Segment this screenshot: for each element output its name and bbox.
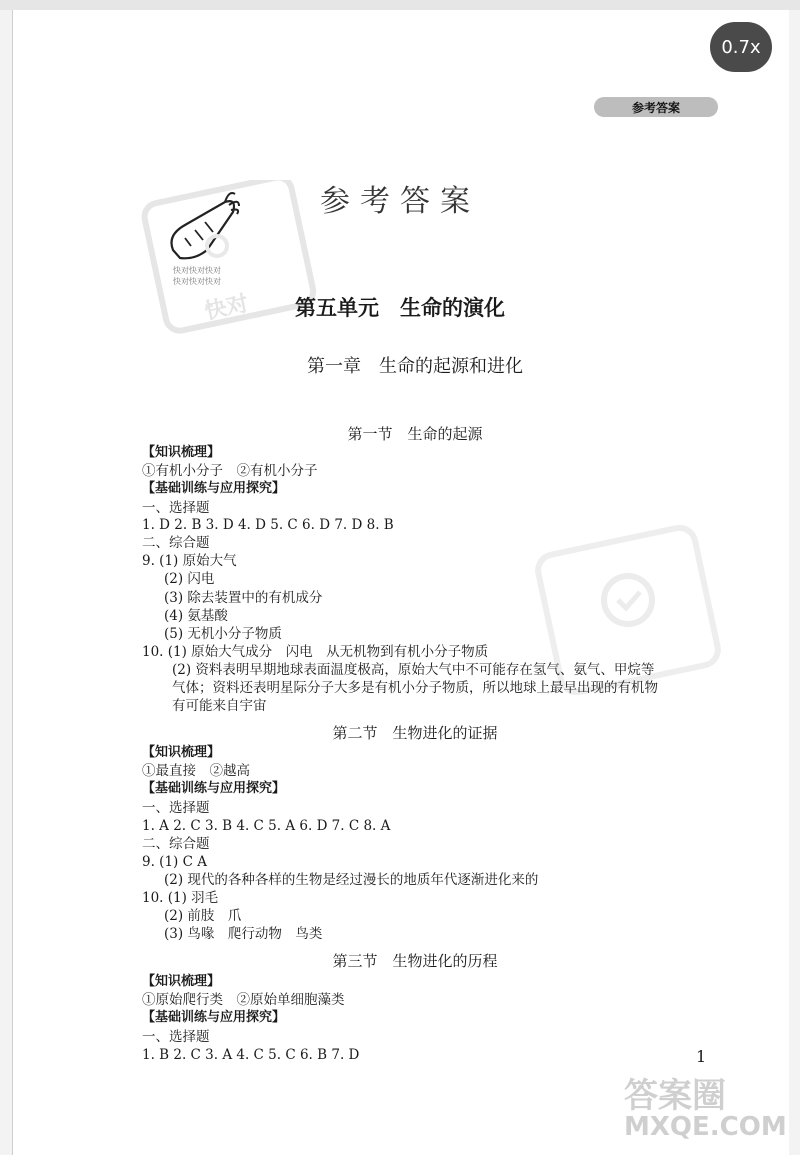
answer-line: ①原始爬行类 ②原始单细胞藻类 (142, 992, 345, 1008)
section-heading: 第一节 生命的起源 (347, 425, 483, 443)
unit-heading: 第五单元 生命的演化 (295, 296, 505, 320)
answer-line: ①有机小分子 ②有机小分子 (142, 463, 318, 479)
answer-line: 1. B 2. C 3. A 4. C 5. C 6. B 7. D (142, 1047, 360, 1063)
chapter-heading: 第一章 生命的起源和进化 (307, 356, 523, 377)
answer-line: 【基础训练与应用探究】 (142, 1010, 286, 1025)
answer-line: (3) 鸟喙 爬行动物 鸟类 (164, 926, 323, 942)
answer-line: 气体；资料还表明星际分子大多是有机小分子物质，所以地球上最早出现的有机物 (172, 680, 658, 696)
answer-line: (5) 无机小分子物质 (164, 626, 282, 642)
logo-watermark-text: 快对 (202, 291, 251, 325)
section-heading: 第二节 生物进化的证据 (332, 724, 498, 742)
answer-line: (2) 闪电 (164, 571, 215, 587)
answer-line: 【基础训练与应用探究】 (142, 781, 286, 796)
answer-line: 一、选择题 (142, 500, 210, 516)
answer-line: 10. (1) 原始大气成分 闪电 从无机物到有机小分子物质 (142, 644, 489, 660)
answer-line: 1. A 2. C 3. B 4. C 5. A 6. D 7. C 8. A (142, 818, 391, 834)
answer-line: (3) 除去装置中的有机成分 (164, 590, 323, 606)
top-bar (0, 0, 800, 10)
section-heading: 第三节 生物进化的历程 (332, 952, 498, 970)
answer-line: 10. (1) 羽毛 (142, 890, 219, 906)
answer-line: 9. (1) 原始大气 (142, 553, 237, 569)
answer-line: 二、综合题 (142, 535, 210, 551)
answer-line: 1. D 2. B 3. D 4. D 5. C 6. D 7. D 8. B (142, 517, 394, 533)
answer-line: 【知识梳理】 (142, 745, 221, 760)
answer-line: (4) 氨基酸 (164, 608, 228, 624)
site-watermark-line2: MXQE.COM (624, 1112, 787, 1142)
playback-speed-button[interactable]: 0.7x (710, 22, 772, 72)
site-watermark-line1: 答案圈 (624, 1076, 726, 1116)
answer-line: ①最直接 ②越高 (142, 763, 250, 779)
watermark-small-text: 快对快对快对 (173, 266, 221, 275)
answer-line: 9. (1) C A (142, 854, 207, 870)
answer-line: 【知识梳理】 (142, 974, 221, 989)
answer-line: (2) 前肢 爪 (164, 908, 242, 924)
answer-line: 一、选择题 (142, 800, 210, 816)
page-title: 参考答案 (320, 184, 480, 219)
answer-line: 二、综合题 (142, 836, 210, 852)
header-tab: 参考答案 (594, 97, 718, 117)
answer-line: (2) 现代的各种各样的生物是经过漫长的地质年代逐渐进化来的 (164, 872, 539, 888)
page-number: 1 (696, 1047, 707, 1066)
answer-line: 【知识梳理】 (142, 445, 221, 460)
answer-line: (2) 资料表明早期地球表面温度极高，原始大气中不可能存在氢气、氨气、甲烷等 (172, 662, 655, 678)
watermark-small-text: 快对快对快对 (173, 277, 221, 286)
answer-line: 有可能来自宇宙 (172, 698, 267, 714)
answer-line: 【基础训练与应用探究】 (142, 481, 286, 496)
answer-line: 一、选择题 (142, 1029, 210, 1045)
